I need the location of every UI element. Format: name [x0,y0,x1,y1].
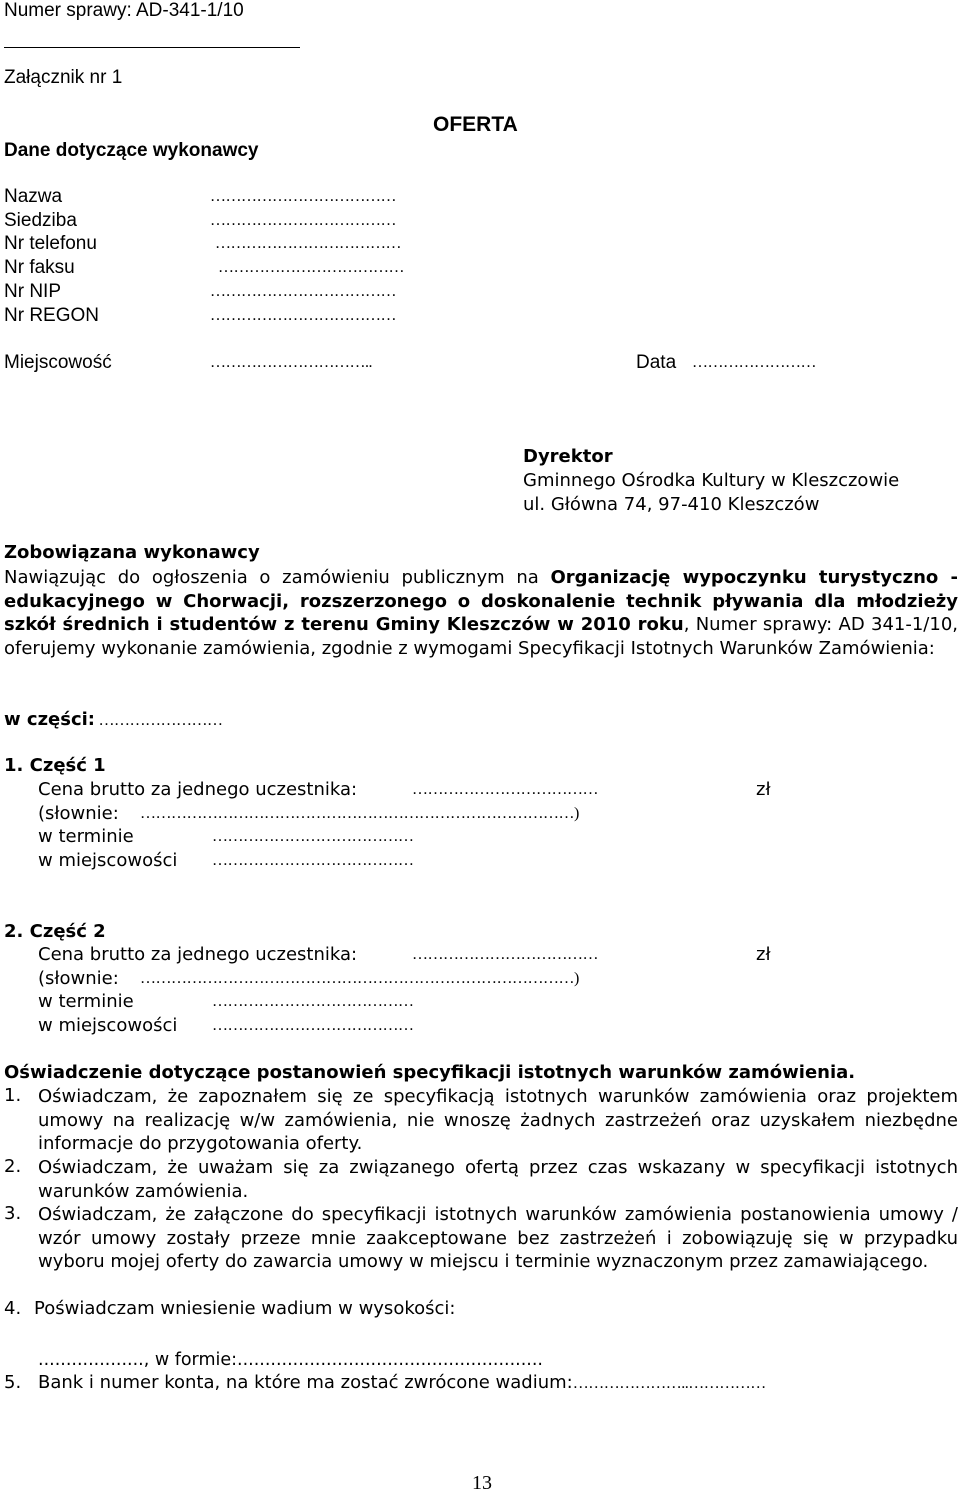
part1-price-label: Cena brutto za jednego uczestnika: [38,779,358,800]
date-label: Data [636,352,677,373]
place-dots[interactable]: ………………………….. [210,354,372,371]
case-number: Numer sprawy: AD-341-1/10 [4,0,244,21]
header-rule [4,47,300,48]
field-fax-dots[interactable]: ……………………………… [218,259,404,276]
part2-term-label: w terminie [38,991,134,1012]
part1-words-dots[interactable]: …………………………………………………………………………) [140,805,579,822]
declaration-2-number: 2. [4,1156,22,1177]
field-name-label: Nazwa [4,186,63,207]
field-phone-dots[interactable]: ……………………………… [215,235,401,252]
place-label: Miejscowość [4,352,112,373]
addressee-title: Dyrektor [523,446,613,467]
field-nip-dots[interactable]: ……………………………… [210,283,396,300]
declaration-1-number: 1. [4,1085,22,1106]
declarations-heading: Oświadczenie dotyczące postanowień specyfikacji istotnych warunków zamówienia. [4,1062,856,1083]
commitment-heading: Zobowiązana wykonawcy [4,542,260,563]
attachment-label: Załącznik nr 1 [4,67,123,88]
field-regon-dots[interactable]: ……………………………… [210,307,396,324]
part1-place-dots[interactable]: ………………………………… [212,852,414,869]
part1-term-label: w terminie [38,826,134,847]
field-nip-label: Nr NIP [4,281,61,302]
document-title: OFERTA [433,113,518,136]
part1-currency: zł [756,779,771,800]
part1-title: 1. Część 1 [4,755,106,776]
declaration-2-text: Oświadczam, że uważam się za związanego ofertą przez czas wskazany w specyfikacji istotnych warunków zamówienia. [38,1157,958,1202]
field-regon-label: Nr REGON [4,305,99,326]
part1-words-label: (słownie: [38,803,119,824]
declaration-5-text: Bank i numer konta, na które ma zostać zwrócone wadium:…………………..…………… [38,1372,766,1393]
field-name-dots[interactable]: ……………………………… [210,188,396,205]
declaration-1-text: Oświadczam, że zapoznałem się ze specyfikacją istotnych warunków zamówienia oraz projektem umowy na realizację w/w zamówienia, nie wnoszę żadnych zastrzeżeń oraz uzyskałem niezbędne informacje do przygotowania oferty. [38,1086,958,1154]
date-dots[interactable]: …………………… [692,354,816,371]
addressee-line1: Gminnego Ośrodka Kultury w Kleszczowie [523,470,900,491]
page-number: 13 [472,1472,492,1494]
declaration-3-text: Oświadczam, że załączone do specyfikacji istotnych warunków zamówienia postanowienia umowy / wzór umowy zostały przeze mnie zaakceptowane bez zastrzeżeń i zobowiązuję się w przypadku wyboru mojej oferty do zawarcia umowy w miejscu i terminie wyznaczonym przez zamawiającego. [38,1204,958,1272]
deposit-line[interactable]: ..................., w formie:....................................................... [38,1350,543,1370]
part2-currency: zł [756,944,771,965]
bank-account-dots[interactable]: …………………..…………… [572,1375,766,1392]
field-seat-dots[interactable]: ……………………………… [210,212,396,229]
declaration-3-number: 3. [4,1203,22,1224]
part-selection-dots[interactable]: …………………… [95,712,223,729]
field-phone-label: Nr telefonu [4,233,97,254]
part2-place-label: w miejscowości [38,1015,178,1036]
declaration-5-number: 5. [4,1372,22,1393]
part1-term-dots[interactable]: ………………………………… [212,828,414,845]
declaration-4-text: Poświadczam wniesienie wadium w wysokości: [34,1298,456,1319]
part2-title: 2. Część 2 [4,921,106,942]
declaration-4-number: 4. [4,1298,22,1319]
part2-term-dots[interactable]: ………………………………… [212,993,414,1010]
field-seat-label: Siedziba [4,210,77,231]
part2-words-dots[interactable]: …………………………………………………………………………) [140,970,579,987]
contractor-heading: Dane dotyczące wykonawcy [4,140,259,161]
part1-place-label: w miejscowości [38,850,178,871]
part2-price-dots[interactable]: ……………………………… [412,946,598,963]
field-fax-label: Nr faksu [4,257,75,278]
addressee-line2: ul. Główna 74, 97-410 Kleszczów [523,494,820,515]
commitment-paragraph: Nawiązując do ogłoszenia o zamówieniu publicznym na Organizację wypoczynku turystyczno - edukacyjnego w Chorwacji, rozszerzonego o doskonalenie technik pływania dla młodzieży szkół średnich i studentów z terenu Gminy Kleszczów w 2010 roku, Numer sprawy: AD 341-1/10, oferujemy wykonanie zamówienia, zgodnie z wymogami Specyfikacji Istotnych Warunków Zamówienia: [4,567,958,659]
part1-price-dots[interactable]: ……………………………… [412,781,598,798]
part2-place-dots[interactable]: ………………………………… [212,1017,414,1034]
part-selection: w części: …………………… [4,709,223,730]
part2-words-label: (słownie: [38,968,119,989]
part2-price-label: Cena brutto za jednego uczestnika: [38,944,358,965]
